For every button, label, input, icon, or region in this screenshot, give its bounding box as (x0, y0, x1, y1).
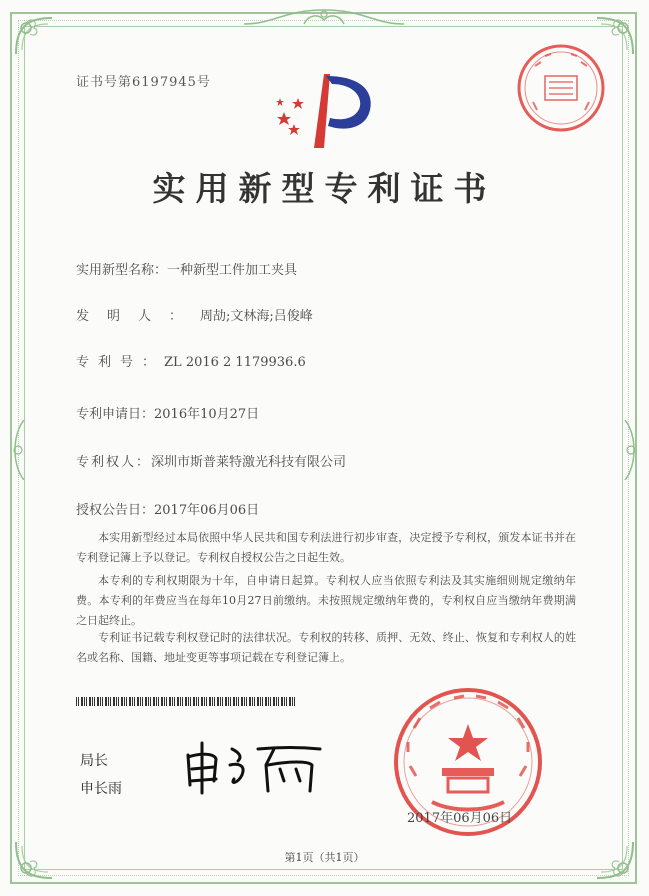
side-ornament-icon (6, 420, 30, 480)
page-footer: 第1页（共1页） (284, 851, 365, 864)
director-title: 局长 (80, 753, 108, 769)
grant-date-label: 授权公告日： (76, 503, 155, 518)
utility-model-name-label: 实用新型名称： (76, 263, 168, 278)
side-ornament-icon (619, 420, 643, 480)
grant-date-row (76, 499, 259, 518)
paragraph-text: 本专利的专利权期限为十年，自申请日起算。专利权人应当依照专利法及其实施细则规定缴纳年费。本专利的年费应当在每年10月27日前缴纳。未按照规定缴纳年费的，专利权自应当缴纳年费期满之日起终止。 (76, 574, 576, 627)
patentee-label: 专利权人： (76, 455, 152, 470)
certificate-number: 证书号第6197945号 (76, 75, 211, 90)
body-paragraph-1 (76, 528, 576, 568)
paragraph-text: 本实用新型经过本局依照中华人民共和国专利法进行初步审查，决定授予专利权，颁发本证书并在专利登记簿上予以登记。专利权自授权公告之日起生效。 (76, 531, 576, 564)
filing-date-row (76, 403, 259, 422)
utility-model-name-value: 一种新型工件加工夹具 (167, 263, 298, 278)
inventor-row (76, 305, 313, 324)
paragraph-text: 专利证书记载专利权登记时的法律状况。专利权的转移、质押、无效、终止、恢复和专利权人的姓名或名称、国籍、地址变更等事项记载在专利登记簿上。 (76, 631, 576, 664)
issue-date: 2017年06月06日 (407, 811, 513, 826)
filing-date-value: 2016年10月27日 (154, 407, 260, 422)
corner-ornament-icon (12, 14, 56, 58)
body-paragraph-2 (76, 571, 576, 631)
cnipa-logo-icon (272, 70, 377, 150)
patentee-value: 深圳市斯普莱特激光科技有限公司 (151, 455, 347, 470)
inventor-label: 发明人： (76, 309, 201, 324)
patent-number-row (76, 351, 306, 370)
certificate-title: 实用新型专利证书 (152, 169, 497, 208)
utility-model-name-row (76, 259, 297, 278)
inventor-value: 周劼;文林海;吕俊峰 (200, 309, 313, 324)
patentee-row (76, 451, 346, 470)
patent-number-value: ZL 2016 2 1179936.6 (164, 355, 306, 370)
top-ornament-icon (244, 6, 404, 30)
director-signature-icon (180, 735, 330, 795)
filing-date-label: 专利申请日： (76, 407, 155, 422)
barcode (76, 697, 296, 706)
tax-seal-icon (515, 42, 607, 134)
grant-date-value: 2017年06月06日 (154, 503, 260, 518)
body-paragraph-3 (76, 628, 576, 668)
director-name: 申长雨 (80, 781, 122, 797)
patent-number-label: 专利号： (76, 355, 165, 370)
